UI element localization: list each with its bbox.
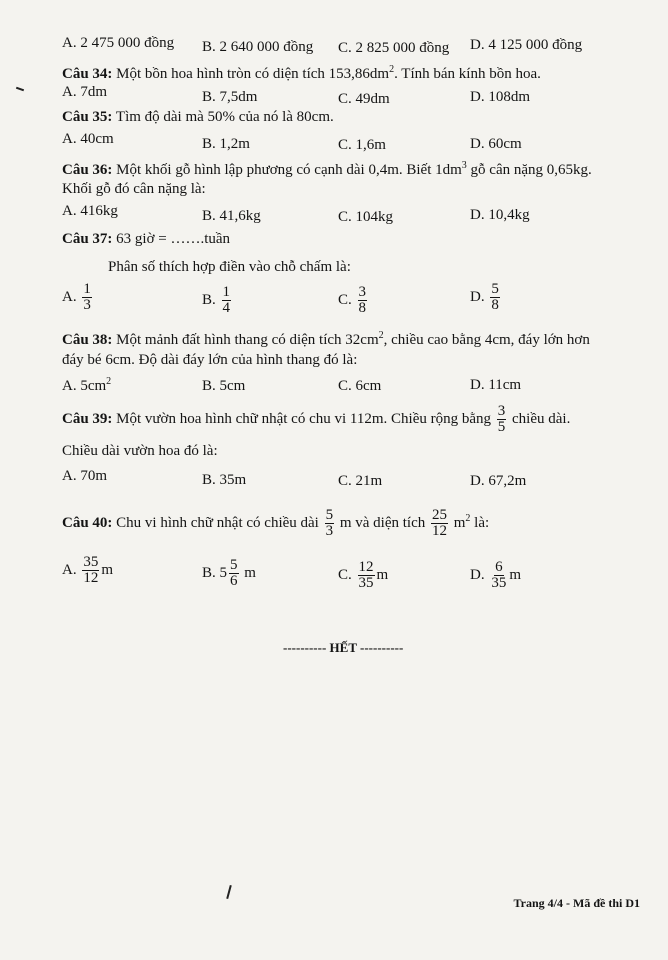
- q36-question: Câu 36: Một khối gỗ hình lập phương có cạnh dài 0,4m. Biết $1dm^3$ gỗ cân nặng 0,65kg.: [62, 160, 592, 178]
- q38-option-d: D. 11cm: [470, 377, 522, 393]
- q37-option-c: C. $\frac{3}{8}$: [338, 284, 367, 316]
- q38-option-b: B. 5cm: [202, 378, 246, 394]
- q36-option-c: C. 104kg: [338, 209, 394, 225]
- q37-option-d: D. $\frac{5}{8}$: [470, 281, 499, 313]
- q37-d-fraction: $\frac{5}{8}$: [491, 281, 499, 313]
- q37-question: Câu 37: 63 giờ = …….tuần: [62, 231, 231, 247]
- q36-option-d: D. 10,4kg: [470, 207, 530, 223]
- q35-option-d: D. 60cm: [470, 136, 522, 152]
- q40-length-fraction: $\frac{5}{3}$: [325, 507, 334, 539]
- q38-label: Câu 38:: [62, 332, 113, 348]
- q35-option-b: B. 1,2m: [202, 136, 250, 152]
- q33-option-d: D. 4 125 000 đồng: [470, 37, 583, 53]
- q37-b-fraction: $\frac{1}{4}$: [222, 284, 231, 316]
- q35-question: Câu 35: Tìm độ dài mà 50% của nó là 80cm.: [62, 109, 334, 125]
- q40-option-d: D. $\frac{6}{35}$ m: [470, 559, 522, 591]
- q40-d-fraction: $\frac{6}{35}$: [491, 559, 507, 591]
- q40-b-fraction: $\frac{5}{6}$: [230, 557, 238, 589]
- q37-option-a: A. $\frac{1}{3}$: [62, 281, 91, 313]
- q40-option-a: A. $\frac{35}{12}$ m: [62, 554, 114, 586]
- q40-area-fraction: $\frac{25}{12}$: [432, 507, 447, 539]
- pen-mark: [226, 885, 232, 899]
- q39-option-d: D. 67,2m: [470, 473, 527, 489]
- q39-question-line2: Chiều dài vườn hoa đó là:: [62, 443, 218, 459]
- q33-option-c: C. 2 825 000 đồng: [338, 40, 450, 56]
- q39-fraction: $\frac{3}{5}$: [497, 403, 506, 435]
- q33-option-a: A. 2 475 000 đồng: [62, 35, 175, 51]
- page-footer: Trang 4/4 - Mã đề thi D1: [513, 896, 640, 910]
- q40-a-fraction: $\frac{35}{12}$: [83, 554, 99, 586]
- q40-option-b: B. 5 $\frac{5}{6}$ m: [202, 557, 256, 589]
- q33-option-b: B. 2 640 000 đồng: [202, 39, 314, 55]
- q39-question: Câu 39: Một vườn hoa hình chữ nhật có chu vi 112m. Chiều rộng bằng $\frac{3}{5}$ chiều dài.: [62, 403, 571, 435]
- q37-option-b: B. $\frac{1}{4}$: [202, 284, 231, 316]
- end-marker: ---------- HẾT ----------: [283, 640, 404, 655]
- q37-a-fraction: $\frac{1}{3}$: [83, 281, 91, 313]
- q34-option-b: B. 7,5dm: [202, 89, 258, 105]
- q38-option-c: C. 6cm: [338, 378, 382, 394]
- q38-question-line2: đáy bé 6cm. Độ dài đáy lớn của hình thang đó là:: [62, 352, 358, 368]
- q38-option-a: A. $5cm^2$: [62, 376, 112, 394]
- q35-label: Câu 35:: [62, 109, 113, 125]
- q39-option-a: A. 70m: [62, 468, 107, 484]
- q34-label: Câu 34:: [62, 66, 113, 82]
- q40-label: Câu 40:: [62, 514, 113, 531]
- q39-option-b: B. 35m: [202, 472, 247, 488]
- q39-option-c: C. 21m: [338, 473, 383, 489]
- q36-question-line2: Khối gỗ đó cân nặng là:: [62, 181, 206, 197]
- q34-option-a: A. 7dm: [62, 84, 107, 100]
- q35-option-c: C. 1,6m: [338, 137, 386, 153]
- q36-label: Câu 36:: [62, 162, 113, 178]
- q40-question: Câu 40: Chu vi hình chữ nhật có chiều dài $\frac{5}{3}$ m và diện tích $\frac{25}{12}$ $m^2$ là:: [62, 507, 490, 539]
- q36-option-b: B. 41,6kg: [202, 208, 261, 224]
- q36-option-a: A. 416kg: [62, 203, 118, 219]
- q34-question: Câu 34: Một bồn hoa hình tròn có diện tích $153,86dm^2$. Tính bán kính bồn hoa.: [62, 64, 541, 82]
- q34-option-c: C. 49dm: [338, 91, 390, 107]
- q38-question: Câu 38: Một mảnh đất hình thang có diện tích $32cm^2$, chiều cao bằng 4cm, đáy lớn hơn: [62, 330, 590, 348]
- q35-option-a: A. 40cm: [62, 131, 114, 147]
- q34-option-d: D. 108dm: [470, 89, 530, 105]
- q40-option-c: C. $\frac{12}{35}$ m: [338, 559, 389, 591]
- q37-c-fraction: $\frac{3}{8}$: [358, 284, 367, 316]
- q40-c-fraction: $\frac{12}{35}$: [358, 559, 374, 591]
- q37-label: Câu 37:: [62, 231, 113, 247]
- q37-question-line2: Phân số thích hợp điền vào chỗ chấm là:: [108, 259, 351, 275]
- q39-label: Câu 39:: [62, 410, 113, 427]
- pen-mark: [16, 87, 24, 92]
